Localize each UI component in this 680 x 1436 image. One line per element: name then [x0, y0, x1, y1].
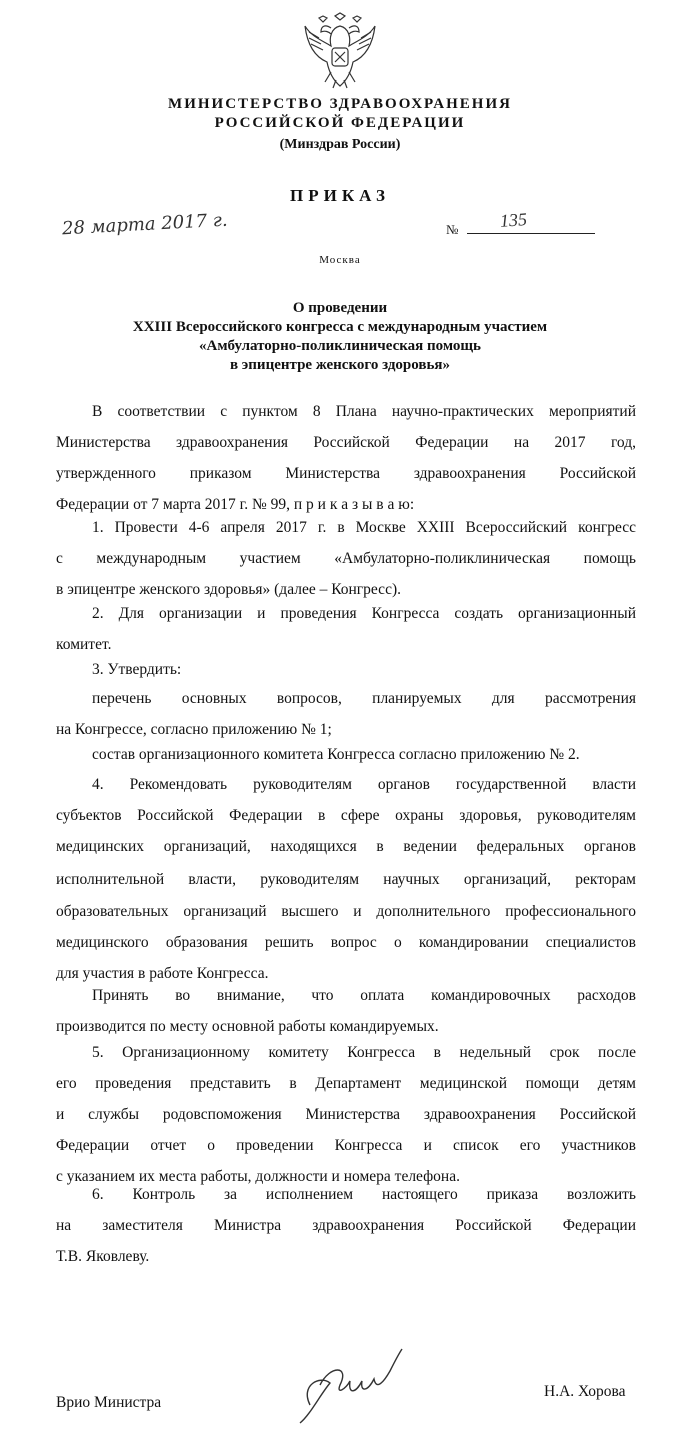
text-line: 6. Контроль за исполнением настоящего приказа возложить [92, 1186, 636, 1203]
text-line: и службы родовспоможения Министерства здравоохранения Российской [56, 1106, 636, 1123]
ministry-name-line2: РОССИЙСКОЙ ФЕДЕРАЦИИ [214, 115, 466, 131]
text-line: 1. Провести 4-6 апреля 2017 г. в Москве XXIII Всероссийский конгресс [92, 519, 636, 536]
paragraph-note [56, 986, 636, 1037]
paragraph-item-1 [56, 518, 636, 600]
ministry-name-line1: МИНИСТЕРСТВО ЗДРАВООХРАНЕНИЯ [168, 96, 512, 112]
order-subject [0, 300, 680, 376]
handwritten-signature [290, 1345, 430, 1425]
text-line: на Конгрессе, согласно приложению № 1; [56, 721, 332, 738]
paragraph-item-4 [56, 775, 636, 984]
paragraph-item-2 [56, 604, 636, 655]
document-type-title: ПРИКАЗ [290, 186, 390, 205]
text-line: в эпицентре женского здоровья» (далее – Конгресс). [56, 581, 401, 598]
paragraph-item-6 [56, 1185, 636, 1267]
paragraph-item-5 [56, 1043, 636, 1187]
text-line: состав организационного комитета Конгресса согласно приложению № 2. [92, 746, 580, 763]
signatory-position: Врио Министра [56, 1394, 162, 1411]
text-line: Принять во внимание, что оплата командировочных расходов [92, 987, 636, 1004]
text-line: с международным участием «Амбулаторно-поликлиническая помощь [56, 550, 636, 567]
text-line: В соответствии с пунктом 8 Плана научно-практических мероприятий [92, 403, 636, 420]
subject-line: в эпицентре женского здоровья» [229, 357, 451, 373]
text-line: Федерации отчет о проведении Конгресса и список его участников [56, 1137, 636, 1154]
paragraph-item-3-list-2 [56, 745, 636, 765]
text-line: комитет. [56, 636, 112, 653]
handwritten-date: 28 марта 2017 г. [61, 209, 229, 240]
subject-line: «Амбулаторно-поликлиническая помощь [199, 338, 481, 354]
text-line: для участия в работе Конгресса. [56, 965, 269, 982]
text-line: Т.В. Яковлеву. [56, 1248, 150, 1265]
paragraph-preamble [56, 402, 636, 515]
text-line: с указанием их места работы, должности и номера телефона. [56, 1168, 460, 1185]
text-line: Министерства здравоохранения Российской Федерации на 2017 год, [56, 434, 636, 451]
paragraph-item-3-list-1 [56, 689, 636, 740]
text-line: субъектов Российской Федерации в сфере охраны здоровья, руководителям [56, 807, 636, 824]
handwritten-number: 135 [499, 209, 528, 231]
text-line: утвержденного приказом Министерства здравоохранения Российской [56, 465, 636, 482]
text-line: 3. Утвердить: [92, 661, 182, 678]
city-label: Москва [319, 254, 361, 266]
text-line: 4. Рекомендовать руководителям органов государственной власти [92, 776, 636, 793]
paragraph-item-3 [56, 660, 636, 680]
text-line: его проведения представить в Департамент медицинской помощи детям [56, 1075, 636, 1092]
text-line: исполнительной власти, руководителям научных организаций, ректорам [56, 871, 636, 888]
text-line: на заместителя Министра здравоохранения Российской Федерации [56, 1217, 636, 1234]
text-line: 5. Организационному комитету Конгресса в недельный срок после [92, 1044, 636, 1061]
subject-line: XXIII Всероссийского конгресса с международным участием [132, 319, 548, 335]
text-line: 2. Для организации и проведения Конгресса создать организационный [92, 605, 636, 622]
text-line: медицинского образования решить вопрос о командировании специалистов [56, 934, 636, 951]
text-line: медицинских организаций, находящихся в ведении федеральных органов [56, 838, 636, 855]
text-line: Федерации от 7 марта 2017 г. № 99, п р и к а з ы в а ю: [56, 496, 415, 513]
text-line: производится по месту основной работы командируемых. [56, 1018, 439, 1035]
text-line: перечень основных вопросов, планируемых для рассмотрения [92, 690, 636, 707]
number-underline [467, 233, 595, 234]
text-line: образовательных организаций высшего и дополнительного профессионального [56, 903, 636, 920]
signatory-name: Н.А. Хорова [544, 1383, 626, 1400]
ministry-short-name: (Минздрав России) [279, 137, 401, 152]
russian-coat-of-arms-icon [301, 12, 379, 92]
subject-line: О проведении [292, 300, 388, 316]
number-label: № [446, 222, 459, 237]
